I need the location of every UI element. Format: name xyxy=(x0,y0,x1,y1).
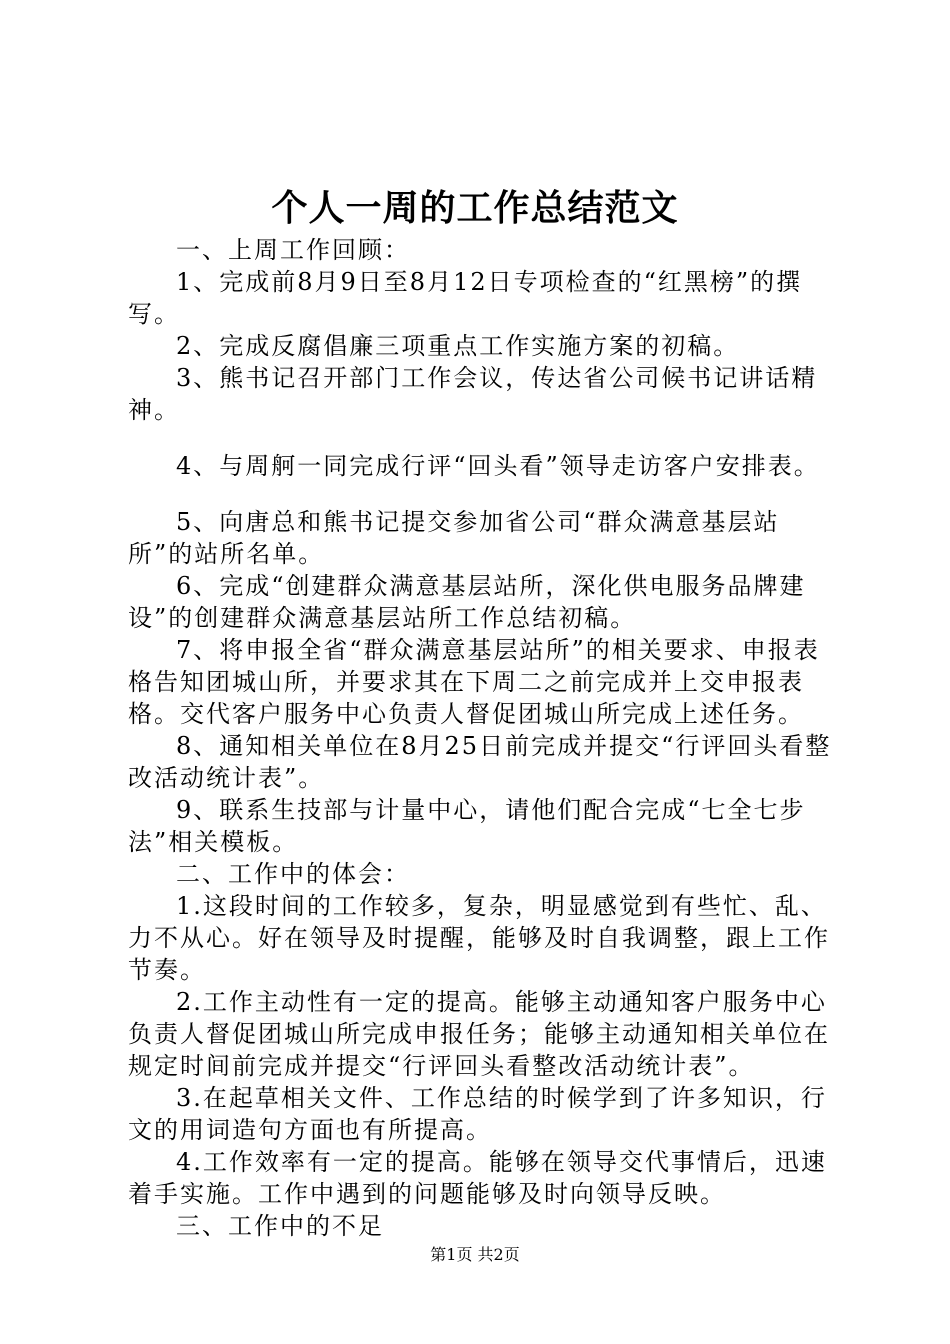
section-heading-shortcomings: 三、工作中的不足 xyxy=(176,1212,384,1240)
review-item-7: 7、将申报全省“群众满意基层站所”的相关要求、申报表格告知团城山所，并要求其在下周二之前完成并上交申报表格。交代客户服务中心负责人督促团城山所完成上述任务。 xyxy=(128,636,820,728)
document-body xyxy=(128,234,833,1242)
experience-item-2: 2.工作主动性有一定的提高。能够主动通知客户服务中心负责人督促团城山所完成申报任务；能够主动通知相关单位在规定时间前完成并提交“行评回头看整改活动统计表”。 xyxy=(128,988,830,1080)
review-item-9: 9、联系生技部与计量中心，请他们配合完成“七全七步法”相关模板。 xyxy=(128,796,806,856)
review-item-8: 8、通知相关单位在8月25日前完成并提交“行评回头看整改活动统计表”。 xyxy=(128,732,832,792)
review-item-4: 4、与周舸一同完成行评“回头看”领导走访客户安排表。 xyxy=(176,452,820,480)
review-item-6: 6、完成“创建群众满意基层站所，深化供电服务品牌建设”的创建群众满意基层站所工作总结初稿。 xyxy=(128,572,806,632)
page-footer: 第1页 共2页 xyxy=(430,1245,520,1264)
review-item-2: 2、完成反腐倡廉三项重点工作实施方案的初稿。 xyxy=(176,332,740,360)
review-item-5: 5、向唐总和熊书记提交参加省公司“群众满意基层站所”的站所名单。 xyxy=(128,508,780,568)
experience-item-3: 3.在起草相关文件、工作总结的时候学到了许多知识，行文的用词造句方面也有所提高。 xyxy=(128,1084,827,1144)
review-item-3: 3、熊书记召开部门工作会议，传达省公司候书记讲话精神。 xyxy=(128,364,818,424)
section-heading-review: 一、上周工作回顾： xyxy=(176,236,410,264)
document-title: 个人一周的工作总结范文 xyxy=(271,187,679,229)
experience-item-1: 1.这段时间的工作较多，复杂，明显感觉到有些忙、乱、力不从心。好在领导及时提醒，能够及时自我调整，跟上工作节奏。 xyxy=(128,892,830,984)
review-item-1: 1、完成前8月9日至8月12日专项检查的“红黑榜”的撰写。 xyxy=(128,268,803,328)
section-heading-experience: 二、工作中的体会： xyxy=(176,860,410,888)
experience-item-4: 4.工作效率有一定的提高。能够在领导交代事情后，迅速着手实施。工作中遇到的问题能够及时向领导反映。 xyxy=(128,1148,827,1208)
